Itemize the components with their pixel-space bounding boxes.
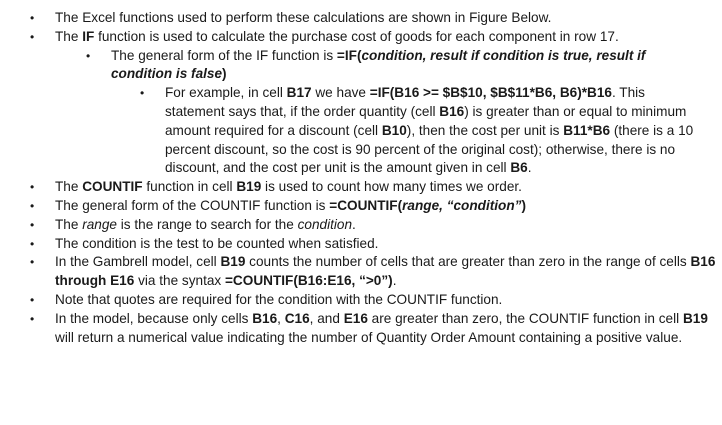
text-run: will return a numerical value indicating the number of Quantity Order Amount containing a positive value. [55, 329, 683, 345]
text-run: function in cell [142, 179, 237, 195]
bullet-marker: • [30, 236, 35, 251]
text-run: . [392, 273, 397, 289]
text-run: ), then the cost per unit is [406, 122, 564, 138]
text-run: are greater than zero, the COUNTIF function in cell [367, 310, 683, 326]
formatted-text: E16 [343, 310, 368, 326]
formatted-text: IF [82, 28, 95, 44]
formatted-text: B19 [220, 254, 246, 270]
formatted-text: condition, result if condition is true, result if condition is false [111, 47, 646, 82]
text-run: . This statement says that, if the order quantity (cell [165, 85, 645, 119]
formatted-text: B16 [439, 103, 465, 119]
formatted-text: =COUNTIF( [329, 197, 403, 213]
list-item-quotes-note [0, 291, 722, 310]
text-run: , [277, 310, 285, 326]
bullet-marker: • [30, 292, 35, 307]
bullet-marker: • [30, 29, 35, 44]
formatted-text: B10 [381, 122, 407, 138]
text-run: The condition is the test to be counted when satisfied. [55, 235, 379, 251]
text-run: . [527, 160, 532, 176]
text-run: (there is a 10 percent discount, so the cost is 90 percent of the original cost); otherwise, there is no discount, and the cost per unit is the amount given in cell [165, 122, 694, 176]
list-item-countif-function [0, 178, 722, 197]
text-run: The general form of the COUNTIF function is [55, 197, 330, 213]
formatted-text: C16 [284, 310, 310, 326]
formatted-text: ) [222, 66, 227, 82]
formatted-text: ) [521, 197, 526, 213]
formatted-text: B6 [510, 160, 528, 176]
list-item-excel-functions [0, 9, 722, 28]
text-run: The [55, 179, 83, 195]
list-item-gambrell-model [0, 253, 722, 291]
list-item-condition-definition [0, 235, 722, 254]
list-item-countif-general-form [0, 197, 722, 216]
formatted-text: COUNTIF [82, 179, 143, 195]
text-run: we have [311, 85, 370, 101]
text-run: via the syntax [134, 273, 225, 289]
text-run: . [352, 216, 356, 232]
formatted-text: range [82, 216, 117, 232]
formatted-text: range, “condition” [402, 197, 522, 213]
list-item-model-result [0, 310, 722, 348]
bullet-marker: • [30, 11, 35, 25]
formatted-text: B16 through E16 [55, 254, 716, 289]
text-run: For example, in cell [165, 85, 287, 101]
text-run: The [55, 216, 83, 232]
list-item-if-general-form [0, 47, 722, 85]
bullet-marker: • [30, 311, 35, 326]
bullet-marker: • [30, 180, 35, 195]
text-run: counts the number of cells that are greater than zero in the range of cells [245, 254, 691, 270]
formatted-text: =COUNTIF(B16:E16, “>0”) [224, 273, 393, 289]
formatted-text: B19 [236, 179, 262, 195]
text-run: Note that quotes are required for the condition with the COUNTIF function. [55, 291, 503, 307]
bullet-marker: • [30, 217, 35, 232]
formatted-text: B17 [286, 85, 312, 101]
text-run: is used to count how many times we order. [261, 179, 522, 195]
bullet-marker: • [140, 86, 145, 101]
text-run: , and [309, 310, 344, 326]
text-run: The [55, 28, 83, 44]
bullet-marker: • [86, 48, 91, 63]
text-run: function is used to calculate the purchase cost of goods for each component in row 17. [94, 28, 619, 44]
text-run: The general form of the IF function is [111, 47, 337, 63]
bullet-marker: • [30, 255, 35, 270]
text-run: In the model, because only cells [55, 310, 253, 326]
formatted-text: B11*B6 [563, 122, 611, 138]
text-run: The Excel functions used to perform these calculations are shown in Figure Below. [55, 10, 552, 25]
formatted-text: =IF(B16 >= $B$10, $B$11*B6, B6)*B16 [369, 85, 612, 101]
text-run: is the range to search for the [116, 216, 298, 232]
list-item-range-definition [0, 216, 722, 235]
list-item-if-function [0, 28, 722, 47]
formatted-text: condition [297, 216, 353, 232]
formatted-text: B16 [252, 310, 278, 326]
list-item-if-example [0, 84, 722, 178]
text-run: In the Gambrell model, cell [55, 254, 221, 270]
formatted-text: B19 [682, 310, 708, 326]
formatted-text: =IF( [336, 47, 362, 63]
text-run: ) is greater than or equal to minimum amount required for a discount (cell [165, 103, 687, 138]
bullet-marker: • [30, 198, 35, 213]
